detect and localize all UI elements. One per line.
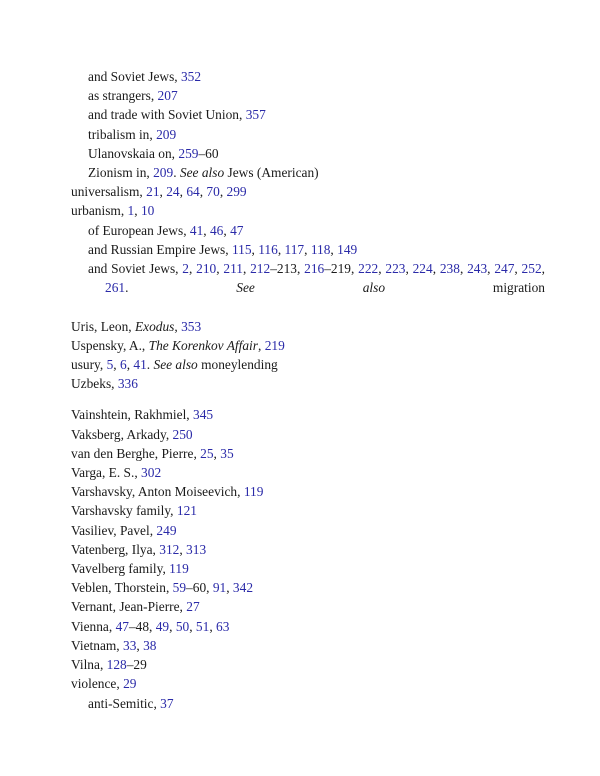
index-entry <box>0 578 600 597</box>
page-link[interactable]: 49 <box>155 618 170 634</box>
entry-text: , <box>159 184 167 200</box>
page-link[interactable]: 46 <box>209 222 224 238</box>
page-link[interactable]: 119 <box>243 484 264 500</box>
page-link[interactable]: 353 <box>181 318 202 334</box>
entry-text: Zionism in, <box>88 165 154 181</box>
index-entry <box>0 482 600 501</box>
page-link[interactable]: 2 <box>182 261 189 277</box>
index-entry <box>0 405 600 424</box>
index-subentry <box>0 259 545 317</box>
page-link[interactable]: 59 <box>172 580 187 596</box>
index-entry <box>0 374 600 393</box>
index-entry <box>0 182 600 201</box>
entry-text: Varga, E. S., <box>71 465 142 481</box>
entry-text: Vietnam, <box>71 637 123 653</box>
page-link[interactable]: 21 <box>146 184 160 200</box>
entry-text: . <box>146 357 154 373</box>
index-entry <box>0 597 600 616</box>
entry-text: van den Berghe, Pierre, <box>71 445 201 461</box>
italic-text: The Korenkov Affair <box>148 337 258 353</box>
page-link[interactable]: 63 <box>216 618 230 634</box>
entry-text: Varshavsky family, <box>71 503 177 519</box>
entry-text: , <box>213 445 221 461</box>
page-link[interactable]: 149 <box>337 241 358 257</box>
entry-text: and Soviet Jews, <box>88 261 183 277</box>
page-link[interactable]: 261 <box>105 280 126 296</box>
index-entry <box>0 655 600 674</box>
entry-text: , <box>126 357 134 373</box>
page-link[interactable]: 41 <box>133 357 147 373</box>
entry-text: , <box>257 337 265 353</box>
entry-text: –219, <box>324 261 359 277</box>
page-link[interactable]: 5 <box>106 357 114 373</box>
page-link[interactable]: 115 <box>231 241 252 257</box>
index-entry <box>0 425 600 444</box>
entry-text: Jews (American) <box>224 165 319 181</box>
entry-text: , <box>219 184 227 200</box>
index-entry <box>0 636 600 655</box>
page-link[interactable]: 345 <box>193 407 214 423</box>
italic-text: See also <box>153 357 198 373</box>
entry-text: Vienna, <box>71 618 116 634</box>
entry-text: Uzbeks, <box>71 376 118 392</box>
index-subentry <box>0 163 600 182</box>
page-link[interactable]: 247 <box>494 261 515 277</box>
page-link[interactable]: 121 <box>176 503 197 519</box>
page-link[interactable]: 252 <box>521 261 542 277</box>
entry-text: Vaksberg, Arkady, <box>71 426 173 442</box>
entry-text: and Soviet Jews, <box>88 69 181 84</box>
entry-text: , <box>330 241 338 257</box>
entry-text: Vilna, <box>71 657 107 673</box>
index-entry <box>0 336 600 355</box>
page-link[interactable]: 259 <box>178 145 199 161</box>
entry-text: , <box>251 241 259 257</box>
entry-text: urbanism, <box>71 203 128 219</box>
entry-text: , <box>223 222 231 238</box>
entry-text: , <box>405 261 413 277</box>
index-subentry <box>0 694 600 713</box>
entry-text: , <box>242 261 251 277</box>
entry-text: –29 <box>126 657 147 673</box>
page-link[interactable]: 212 <box>250 261 271 277</box>
entry-text: Ulanovskaia on, <box>88 145 179 161</box>
entry-text: and trade with Soviet Union, <box>88 107 246 123</box>
entry-text: , <box>174 318 182 334</box>
page-link[interactable]: 116 <box>258 241 278 257</box>
index-entry <box>0 501 600 520</box>
entry-text: , <box>459 261 468 277</box>
entry-text: Vernant, Jean-Pierre, <box>71 599 187 615</box>
entry-text: universalism, <box>71 184 147 200</box>
index-list <box>0 67 600 713</box>
index-subentry <box>0 221 600 240</box>
entry-text: Varshavsky, Anton Moiseevich, <box>71 484 244 500</box>
entry-text: –60, <box>186 580 213 596</box>
page-link[interactable]: 1 <box>127 203 135 219</box>
page-link[interactable]: 37 <box>160 695 174 711</box>
page-link[interactable]: 352 <box>180 69 202 84</box>
entry-text: , <box>226 580 233 596</box>
entry-text: Veblen, Thorstein, <box>71 580 173 596</box>
entry-text: of European Jews, <box>88 222 190 238</box>
entry-text: , <box>378 261 386 277</box>
italic-text: See also <box>236 280 386 296</box>
entry-text: Vasiliev, Pavel, <box>71 522 157 538</box>
entry-text: –60 <box>198 145 219 161</box>
entry-text: , <box>179 184 187 200</box>
entry-text: , <box>304 241 311 257</box>
italic-text: See also <box>179 165 225 181</box>
entry-text: , <box>189 261 197 277</box>
entry-text: migration <box>385 280 545 296</box>
page-link[interactable]: 35 <box>220 445 234 461</box>
page-link[interactable]: 64 <box>186 184 200 200</box>
page-link[interactable]: 207 <box>157 88 178 104</box>
entry-text: , <box>203 222 210 238</box>
entry-text: , <box>169 618 176 634</box>
page-link[interactable]: 117 <box>284 241 305 257</box>
index-entry <box>0 463 600 482</box>
page-link[interactable]: 312 <box>159 541 180 557</box>
entry-text: as strangers, <box>88 88 158 104</box>
page-link[interactable]: 209 <box>156 126 177 142</box>
page-link[interactable]: 91 <box>212 580 227 596</box>
page-link[interactable]: 313 <box>186 541 207 557</box>
page-link[interactable]: 128 <box>106 657 127 673</box>
page-link[interactable]: 211 <box>223 261 243 277</box>
entry-text: Uspensky, A., <box>71 337 149 353</box>
page-link[interactable]: 10 <box>140 203 155 219</box>
page-link[interactable]: 70 <box>206 184 220 200</box>
page-link[interactable]: 249 <box>156 522 177 538</box>
page-link[interactable]: 209 <box>153 165 174 181</box>
page-link[interactable]: 50 <box>175 618 190 634</box>
entry-text: violence, <box>71 676 124 692</box>
page-link[interactable]: 24 <box>166 184 180 200</box>
page-link[interactable]: 357 <box>245 107 266 123</box>
entry-text: , <box>514 261 522 277</box>
index-entry <box>0 540 600 559</box>
index-entry <box>0 444 600 463</box>
page-link[interactable]: 250 <box>172 426 193 442</box>
index-subentry <box>0 144 600 163</box>
entry-text: usury, <box>71 357 107 373</box>
page-link[interactable]: 238 <box>439 261 460 277</box>
entry-text: Vavelberg family, <box>71 561 170 577</box>
page-link[interactable]: 299 <box>226 184 247 200</box>
index-subentry <box>0 240 600 259</box>
entry-text: , <box>189 618 196 634</box>
index-entry <box>0 674 600 693</box>
entry-text: –48, <box>128 618 156 634</box>
entry-text: , <box>113 357 120 373</box>
entry-text: . <box>173 165 180 181</box>
page-link[interactable]: 38 <box>143 637 157 653</box>
entry-text: , <box>216 261 224 277</box>
page-link[interactable]: 51 <box>195 618 210 634</box>
index-subentry <box>0 125 600 144</box>
entry-text: . <box>125 280 237 296</box>
page-link[interactable]: 33 <box>123 637 137 653</box>
page-link[interactable]: 222 <box>358 261 379 277</box>
index-subentry <box>0 67 600 86</box>
index-subentry <box>0 105 600 124</box>
entry-text: –213, <box>270 261 305 277</box>
entry-text: , <box>134 203 141 219</box>
page-link[interactable]: 119 <box>169 561 189 577</box>
index-entry <box>0 317 600 336</box>
entry-text: Vatenberg, Ilya, <box>71 541 160 557</box>
italic-text: Exodus <box>134 318 175 334</box>
letter-section-gap <box>0 393 600 405</box>
entry-text: , <box>277 241 285 257</box>
page-link[interactable]: 47 <box>115 618 129 634</box>
entry-text: anti-Semitic, <box>88 695 161 711</box>
entry-text: , <box>432 261 440 277</box>
index-entry <box>0 355 600 374</box>
index-entry <box>0 201 600 220</box>
index-subentry <box>0 86 600 105</box>
page-link[interactable]: 223 <box>385 261 406 277</box>
page-link[interactable]: 243 <box>467 261 488 277</box>
page-link[interactable]: 342 <box>232 580 254 596</box>
entry-text: , <box>179 541 187 557</box>
page-link[interactable]: 25 <box>200 445 214 461</box>
index-entry <box>0 521 600 540</box>
index-entry <box>0 617 600 636</box>
entry-text: , <box>487 261 495 277</box>
page-link[interactable]: 118 <box>310 241 331 257</box>
entry-text: and Russian Empire Jews, <box>88 241 232 257</box>
entry-text: Uris, Leon, <box>71 318 135 334</box>
entry-text: tribalism in, <box>88 126 157 142</box>
page-link[interactable]: 336 <box>117 376 138 392</box>
entry-text: , <box>541 261 545 277</box>
page-link[interactable]: 224 <box>412 261 433 277</box>
index-entry <box>0 559 600 578</box>
page-link[interactable]: 47 <box>230 222 244 238</box>
entry-text: , <box>199 184 207 200</box>
entry-text: , <box>136 637 144 653</box>
entry-text: moneylending <box>197 357 278 373</box>
entry-text: , <box>209 618 217 634</box>
entry-text: Vainshtein, Rakhmiel, <box>71 407 193 423</box>
page-link[interactable]: 41 <box>189 222 204 238</box>
page-link[interactable]: 219 <box>264 337 285 353</box>
page-link[interactable]: 210 <box>196 261 217 277</box>
page-link[interactable]: 27 <box>186 599 200 615</box>
page-link[interactable]: 216 <box>304 261 325 277</box>
page-link[interactable]: 302 <box>141 465 162 481</box>
page-link[interactable]: 6 <box>120 357 127 373</box>
page-link[interactable]: 29 <box>123 676 137 692</box>
